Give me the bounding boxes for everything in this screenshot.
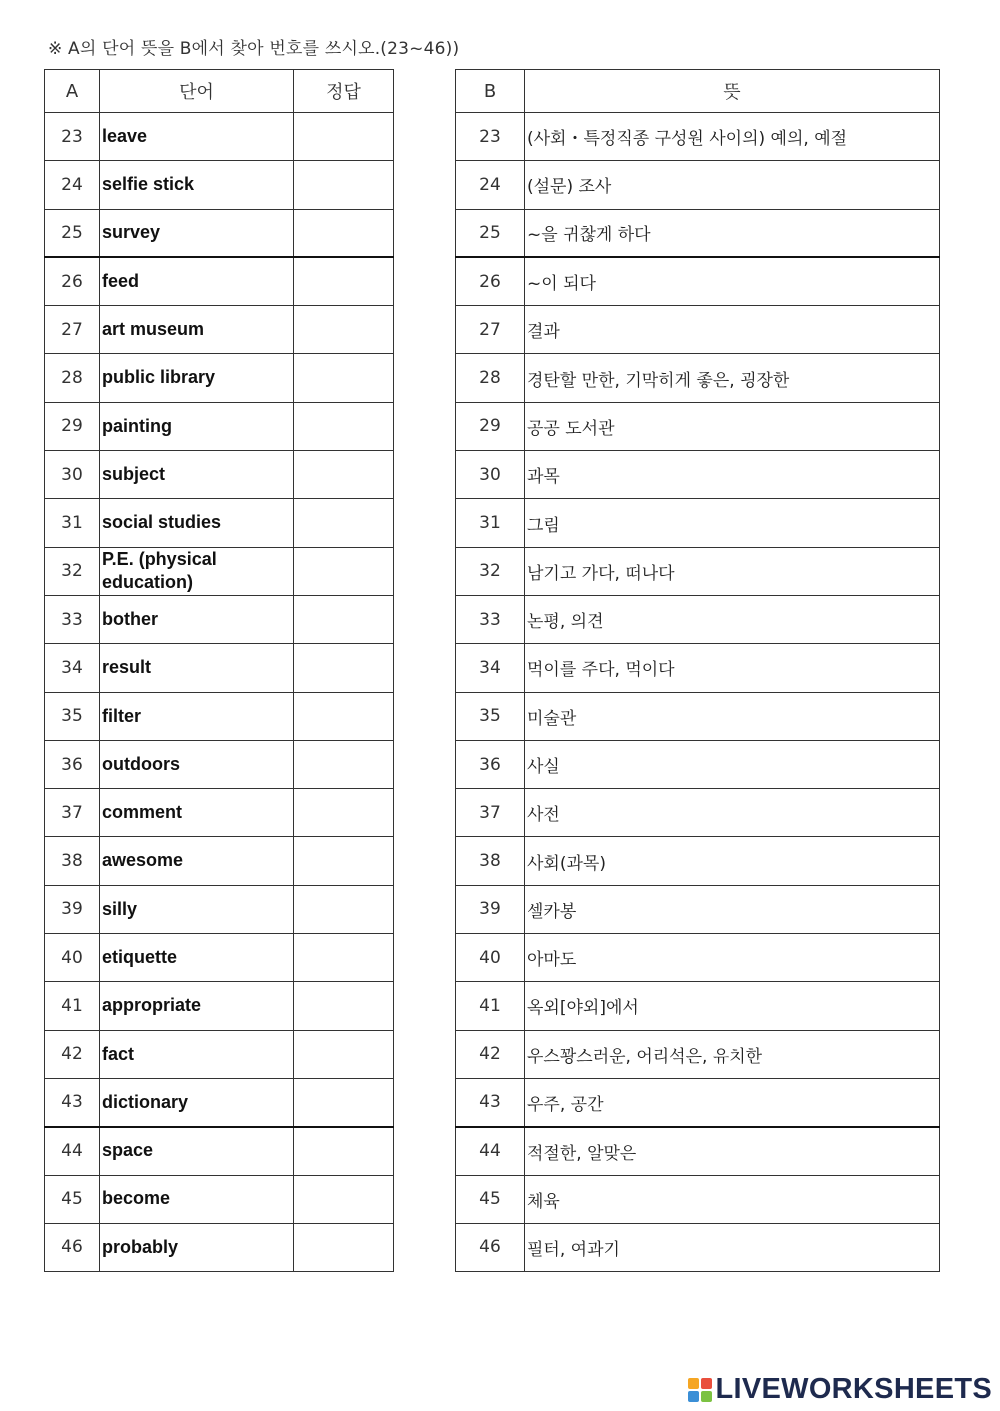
row-number: 37 [456,789,525,837]
row-number: 27 [45,306,100,354]
row-number: 23 [45,113,100,161]
word-cell: filter [100,692,294,740]
row-number: 27 [456,306,525,354]
row-number: 32 [456,547,525,595]
row-number: 43 [456,1078,525,1126]
table-row [45,644,394,692]
answer-input-cell[interactable] [294,257,394,305]
meaning-cell: 경탄할 만한, 기막히게 좋은, 굉장한 [525,354,940,402]
answer-input-cell[interactable] [294,1175,394,1223]
word-cell: subject [100,451,294,499]
answer-input-cell[interactable] [294,499,394,547]
table-row [456,1078,940,1126]
word-cell: selfie stick [100,161,294,209]
table-row [45,547,394,595]
word-cell: P.E. (physical education) [100,547,294,595]
meaning-cell: 사전 [525,789,940,837]
table-row [45,306,394,354]
table-row [456,499,940,547]
meaning-cell: 남기고 가다, 떠나다 [525,547,940,595]
row-number: 29 [45,402,100,450]
word-cell: public library [100,354,294,402]
row-number: 35 [456,692,525,740]
word-cell: outdoors [100,740,294,788]
table-row [45,354,394,402]
table-row [456,982,940,1030]
word-cell: fact [100,1030,294,1078]
table-row [456,257,940,305]
table-row [456,595,940,643]
word-cell: become [100,1175,294,1223]
meaning-cell: (설문) 조사 [525,161,940,209]
logo-mark-icon [688,1378,712,1402]
meaning-cell: 셀카봉 [525,885,940,933]
word-cell: bother [100,595,294,643]
row-number: 31 [45,499,100,547]
answer-input-cell[interactable] [294,547,394,595]
row-number: 23 [456,113,525,161]
row-number: 44 [45,1127,100,1175]
table-row [456,113,940,161]
meaning-cell: 아마도 [525,934,940,982]
table-row [456,837,940,885]
table-row [45,789,394,837]
word-cell: result [100,644,294,692]
row-number: 36 [45,740,100,788]
table-row [45,837,394,885]
table-row [456,692,940,740]
meaning-cell: 우주, 공간 [525,1078,940,1126]
word-cell: feed [100,257,294,305]
answer-input-cell[interactable] [294,740,394,788]
row-number: 26 [45,257,100,305]
table-row [456,885,940,933]
answer-input-cell[interactable] [294,885,394,933]
table-row [45,1030,394,1078]
row-number: 41 [45,982,100,1030]
meaning-cell: 옥외[야외]에서 [525,982,940,1030]
table-row [456,451,940,499]
header-answer: 정답 [294,70,394,113]
meaning-cell: 결과 [525,306,940,354]
meaning-cell: 적절한, 알맞은 [525,1127,940,1175]
table-row [45,1078,394,1126]
row-number: 33 [456,595,525,643]
word-cell: art museum [100,306,294,354]
meaning-cell: 논평, 의견 [525,595,940,643]
row-number: 45 [45,1175,100,1223]
word-cell: space [100,1127,294,1175]
word-cell: leave [100,113,294,161]
answer-input-cell[interactable] [294,982,394,1030]
header-meaning: 뜻 [525,70,940,113]
answer-input-cell[interactable] [294,837,394,885]
word-cell: dictionary [100,1078,294,1126]
table-b-body [456,113,940,1272]
word-cell: survey [100,209,294,257]
table-row [456,547,940,595]
table-row [45,692,394,740]
answer-input-cell[interactable] [294,402,394,450]
row-number: 37 [45,789,100,837]
row-number: 28 [456,354,525,402]
row-number: 24 [456,161,525,209]
word-cell: social studies [100,499,294,547]
row-number: 40 [45,934,100,982]
row-number: 40 [456,934,525,982]
row-number: 30 [45,451,100,499]
answer-input-cell[interactable] [294,934,394,982]
meaning-cell: 그림 [525,499,940,547]
table-row [45,1175,394,1223]
table-row [45,934,394,982]
answer-input-cell[interactable] [294,1030,394,1078]
row-number: 35 [45,692,100,740]
row-number: 32 [45,547,100,595]
word-cell: etiquette [100,934,294,982]
row-number: 34 [456,644,525,692]
row-number: 36 [456,740,525,788]
row-number: 24 [45,161,100,209]
row-number: 33 [45,595,100,643]
table-row [45,257,394,305]
answer-input-cell[interactable] [294,692,394,740]
answer-input-cell[interactable] [294,161,394,209]
table-row [456,1175,940,1223]
table-b [455,69,940,1272]
table-row [456,209,940,257]
table-row [45,740,394,788]
liveworksheets-logo [688,1373,993,1406]
row-number: 30 [456,451,525,499]
meaning-cell: 우스꽝스러운, 어리석은, 유치한 [525,1030,940,1078]
word-cell: silly [100,885,294,933]
table-row [456,354,940,402]
table-row [45,402,394,450]
answer-input-cell[interactable] [294,113,394,161]
table-row [456,644,940,692]
instruction-text: ※ A의 단어 뜻을 B에서 찾아 번호를 쓰시오.(23~46)) [48,39,460,59]
table-row [45,499,394,547]
row-number: 44 [456,1127,525,1175]
table-row [456,1223,940,1271]
meaning-cell: 사회(과목) [525,837,940,885]
header-b: B [456,70,525,113]
meaning-cell: ~을 귀찮게 하다 [525,209,940,257]
meaning-cell: 체육 [525,1175,940,1223]
row-number: 28 [45,354,100,402]
word-cell: painting [100,402,294,450]
table-row [45,982,394,1030]
table-row [456,934,940,982]
row-number: 34 [45,644,100,692]
row-number: 38 [456,837,525,885]
logo-text: LIVEWORKSHEETS [715,1373,992,1405]
row-number: 38 [45,837,100,885]
table-row [45,209,394,257]
table-a-body [45,113,394,1272]
meaning-cell: 사실 [525,740,940,788]
meaning-cell: (사회・특정직종 구성원 사이의) 예의, 예절 [525,113,940,161]
answer-input-cell[interactable] [294,789,394,837]
row-number: 39 [45,885,100,933]
row-number: 42 [45,1030,100,1078]
table-row [456,161,940,209]
header-a: A [45,70,100,113]
row-number: 45 [456,1175,525,1223]
table-row [45,451,394,499]
row-number: 46 [45,1223,100,1271]
table-a [44,69,394,1272]
header-word: 단어 [100,70,294,113]
row-number: 25 [45,209,100,257]
answer-input-cell[interactable] [294,306,394,354]
table-row [45,595,394,643]
word-cell: awesome [100,837,294,885]
table-row [456,402,940,450]
row-number: 26 [456,257,525,305]
table-row [456,306,940,354]
answer-input-cell[interactable] [294,1127,394,1175]
row-number: 46 [456,1223,525,1271]
meaning-cell: 필터, 여과기 [525,1223,940,1271]
row-number: 39 [456,885,525,933]
table-row [45,885,394,933]
answer-input-cell[interactable] [294,1223,394,1271]
table-row [456,740,940,788]
table-row [45,1127,394,1175]
row-number: 25 [456,209,525,257]
meaning-cell: 먹이를 주다, 먹이다 [525,644,940,692]
meaning-cell: 미술관 [525,692,940,740]
row-number: 41 [456,982,525,1030]
row-number: 43 [45,1078,100,1126]
table-row [45,1223,394,1271]
word-cell: appropriate [100,982,294,1030]
table-row [456,1030,940,1078]
table-row [456,789,940,837]
answer-input-cell[interactable] [294,209,394,257]
table-row [45,113,394,161]
row-number: 42 [456,1030,525,1078]
answer-input-cell[interactable] [294,451,394,499]
row-number: 31 [456,499,525,547]
answer-input-cell[interactable] [294,644,394,692]
word-cell: comment [100,789,294,837]
answer-input-cell[interactable] [294,1078,394,1126]
meaning-cell: 과목 [525,451,940,499]
row-number: 29 [456,402,525,450]
table-row [456,1127,940,1175]
answer-input-cell[interactable] [294,354,394,402]
answer-input-cell[interactable] [294,595,394,643]
word-cell: probably [100,1223,294,1271]
table-row [45,161,394,209]
meaning-cell: ~이 되다 [525,257,940,305]
meaning-cell: 공공 도서관 [525,402,940,450]
